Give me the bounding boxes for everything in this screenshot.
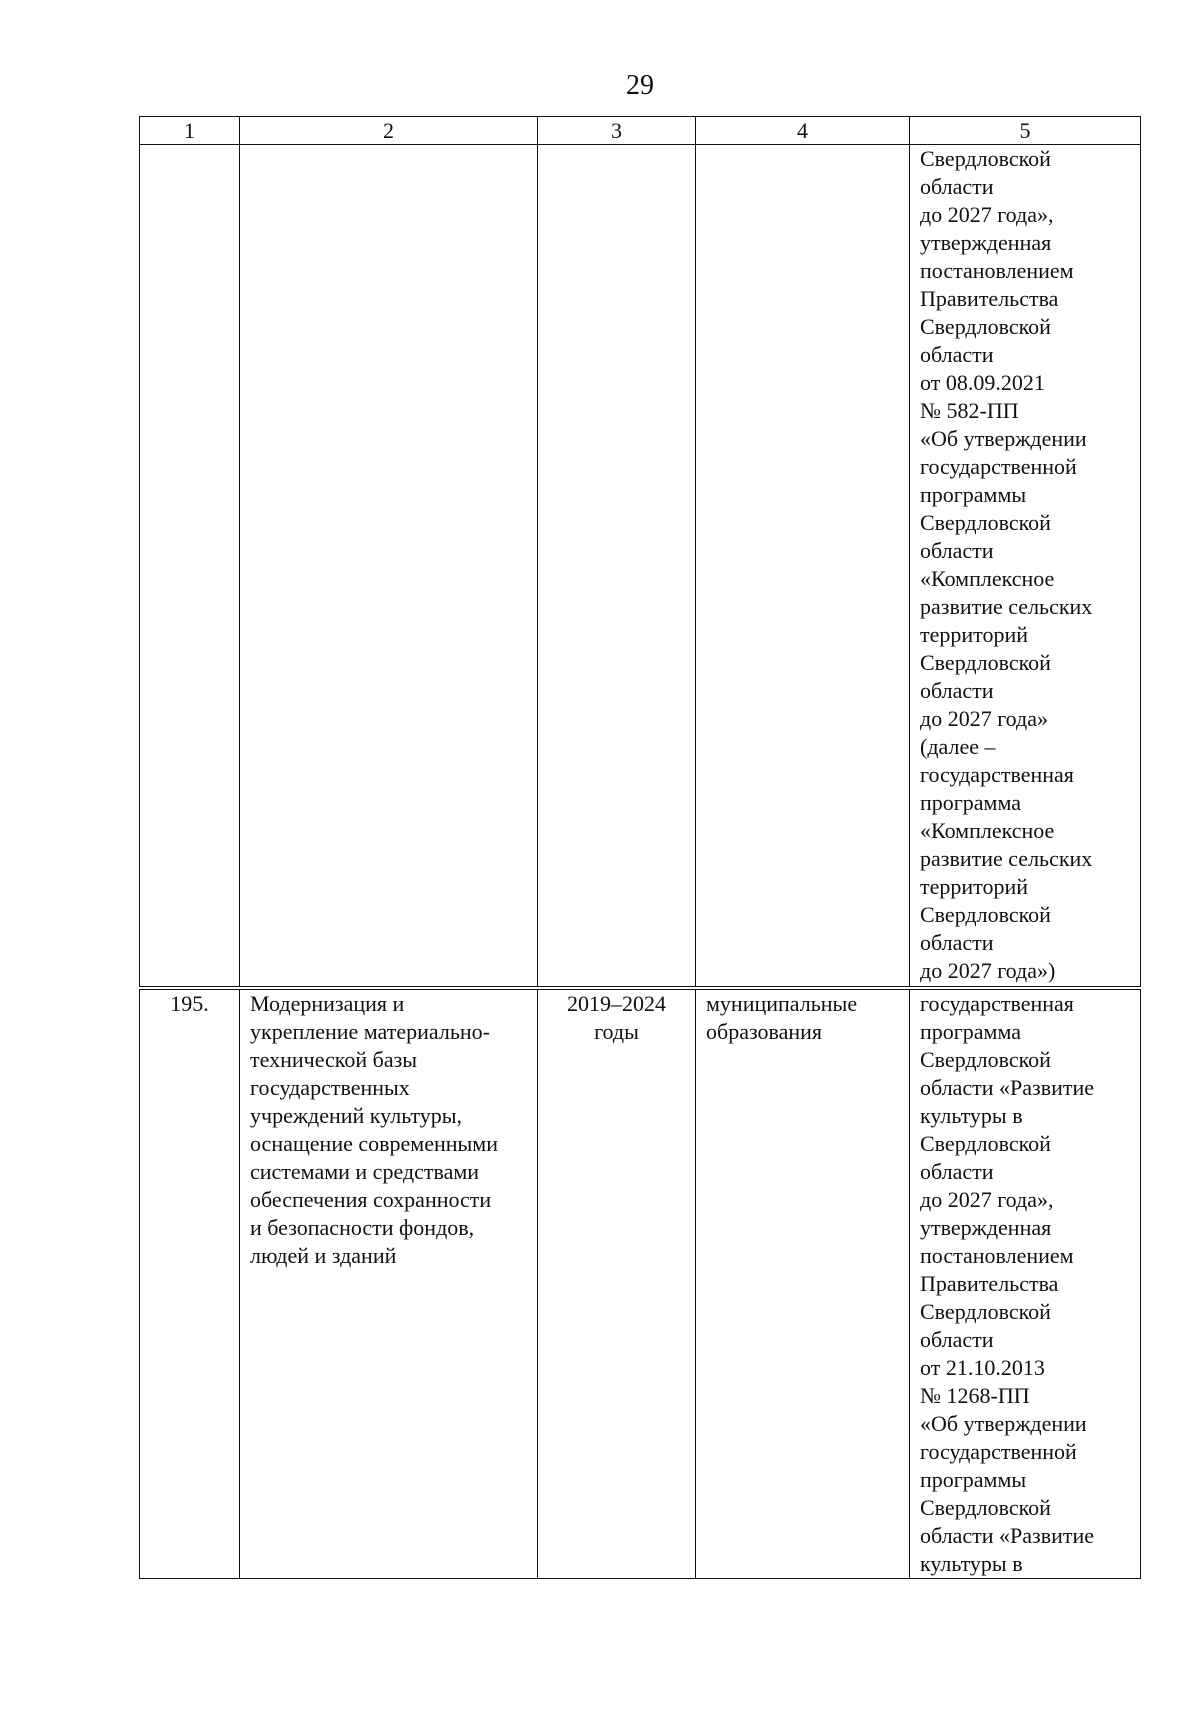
column-header-4: 4 [696, 117, 910, 145]
period-cell: 2019–2024 годы [538, 988, 696, 1579]
column-header-1: 1 [140, 117, 240, 145]
table-row [140, 145, 1141, 989]
program-cell: Свердловской области до 2027 года», утвержденная постановлением Правительства Свердловской области от 08.09.2021 № 582-ПП «Об утверждении государственной программы Свердловской области «Комплексное развитие сельских территорий Свердловской области до 2027 года» (далее – государственная программа «Комплексное развитие сельских территорий Свердловской области до 2027 года») [910, 145, 1141, 989]
program-cell: государственная программа Свердловской области «Развитие культуры в Свердловской области до 2027 года», утвержденная постановлением Правительства Свердловской области от 21.10.2013 № 1268-ПП «Об утверждении государственной программы Свердловской области «Развитие культуры в [910, 988, 1141, 1579]
table-header-row [140, 117, 1141, 145]
activity-name-cell [240, 145, 538, 989]
page-number: 29 [626, 70, 654, 101]
table-row [140, 988, 1141, 1579]
executor-cell: муниципальные образования [696, 988, 910, 1579]
executor-cell [696, 145, 910, 989]
row-number-cell [140, 145, 240, 989]
column-header-3: 3 [538, 117, 696, 145]
period-cell [538, 145, 696, 989]
row-number-cell: 195. [140, 988, 240, 1579]
column-header-2: 2 [240, 117, 538, 145]
document-table [139, 116, 1141, 1579]
activity-name-cell: Модернизация и укрепление материально- технической базы государственных учреждений культуры, оснащение современными системами и средствами обеспечения сохранности и безопасности фондов, людей и зданий [240, 988, 538, 1579]
column-header-5: 5 [910, 117, 1141, 145]
